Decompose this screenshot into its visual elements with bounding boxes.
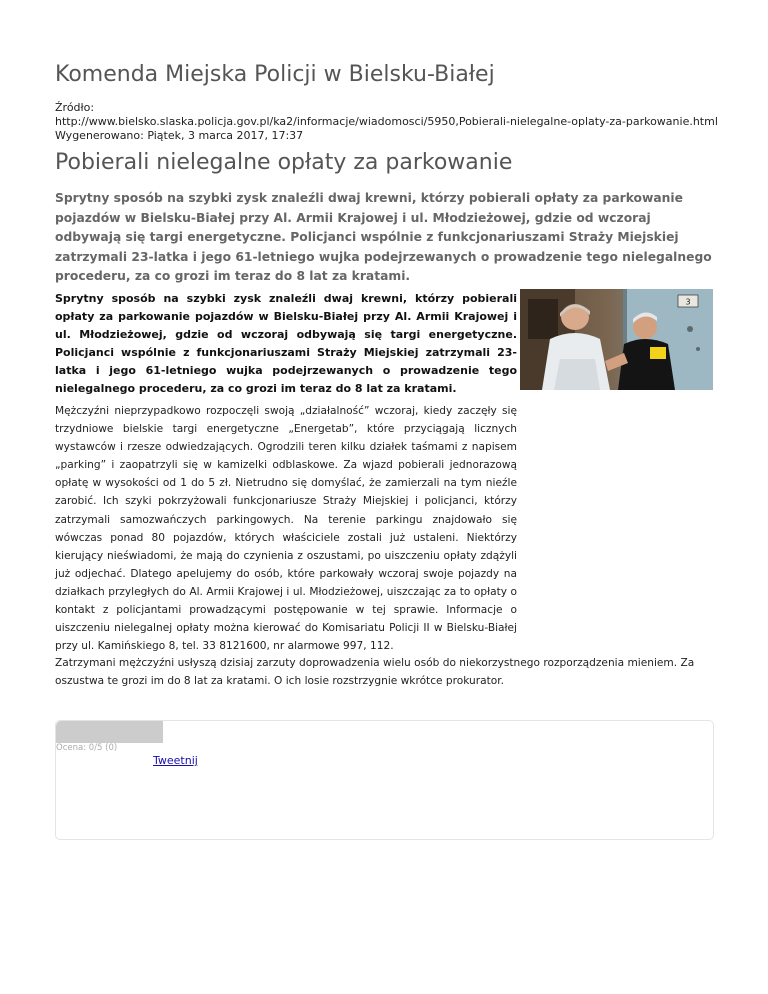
site-title: Komenda Miejska Policji w Bielsku-Białej	[55, 62, 495, 87]
rating-label: Ocena: 0/5 (0)	[56, 743, 118, 753]
rating-stars-bar[interactable]	[56, 721, 163, 743]
generated-date: Wygenerowano: Piątek, 3 marca 2017, 17:37	[55, 129, 304, 142]
source-url: http://www.bielsko.slaska.policja.gov.pl/ka2/informacje/wiadomosci/5950,Pobierali-nielegalne-oplaty-za-parkowanie.html	[55, 115, 718, 128]
article-closing: Zatrzymani mężczyźni usłyszą dzisiaj zarzuty doprowadzenia wielu osób do niekorzystnego rozporządzenia mieniem. Za oszustwa te grozi im do 8 lat za kratami. O ich losie rozstrzygnie wkrótce prokurator.	[55, 657, 695, 687]
photo-illustration	[520, 289, 713, 390]
source-label: Źródło:	[55, 101, 95, 114]
document-meta	[55, 101, 718, 143]
door-sign-number: 3	[685, 297, 691, 307]
article-lead-repeat: Sprytny sposób na szybki zysk znaleźli dwaj krewni, którzy pobierali opłaty za parkowanie pojazdów w Bielsku-Białej przy Al. Armii Krajowej i ul. Młodzieżowej, gdzie od wczoraj odbywają się targi energetyczne. Policjanci wspólnie z funkcjonariuszami Straży Miejskiej zatrzymali 23-latka i jego 61-letniego wujka podejrzewanych o prowadzenie tego nielegalnego procederu, za co grozi im teraz do 8 lat za kratami.	[55, 292, 517, 395]
rating-panel	[55, 720, 714, 840]
tweet-link[interactable]: Tweetnij	[153, 754, 198, 767]
article-lead: Sprytny sposób na szybki zysk znaleźli dwaj krewni, którzy pobierali opłaty za parkowanie pojazdów w Bielsku-Białej przy Al. Armii Krajowej i ul. Młodzieżowej, gdzie od wczoraj odbywają się targi energetyczne. Policjanci wspólnie z funkcjonariuszami Straży Miejskiej zatrzymali 23-latka i jego 61-letniego wujka podejrzewanych o prowadzenie tego nielegalnego procederu, za co grozi im teraz do 8 lat za kratami.	[55, 191, 712, 283]
article-title: Pobierali nielegalne opłaty za parkowanie	[55, 150, 513, 175]
article-photo	[520, 289, 713, 390]
article-body: Mężczyźni nieprzypadkowo rozpoczęli swoją „działalność” wczoraj, kiedy zaczęły się trzydniowe bielskie targi energetyczne „Energetab”, które przyciągają licznych wystawców i rzesze odwiedzających. Ogrodzili teren kilku działek taśmami z napisem „parking” i zaopatrzyli się w kamizelki odblaskowe. Za wjazd pobierali jednorazową opłatę w wysokości od 1 do 5 zł. Nietrudno się domyślać, że zamierzali na tym nieźle zarobić. Ich szyki pokrzyżowali funkcjonariusze Straży Miejskiej i policjanci, którzy zatrzymali samozwańczych parkingowych. Na terenie parkingu znajdowało się wówczas ponad 80 pojazdów, których właściciele zostali już ustaleni. Niektórzy kierujący nieświadomi, że mają do czynienia z oszustami, po uiszczeniu opłaty zdążyli już odjechać. Dlatego apelujemy do osób, które parkowały wczoraj swoje pojazdy na działkach przyległych do Al. Armii Krajowej i ul. Młodzieżowej, uiszczając za to opłaty o kontakt z policjantami prowadzącymi postępowanie w tej sprawie. Informacje o uiszczeniu nielegalnej opłaty można kierować do Komisariatu Policji II w Bielsku-Białej przy ul. Kamińskiego 8, tel. 33 8121600, nr alarmowe 997, 112.	[55, 405, 517, 653]
